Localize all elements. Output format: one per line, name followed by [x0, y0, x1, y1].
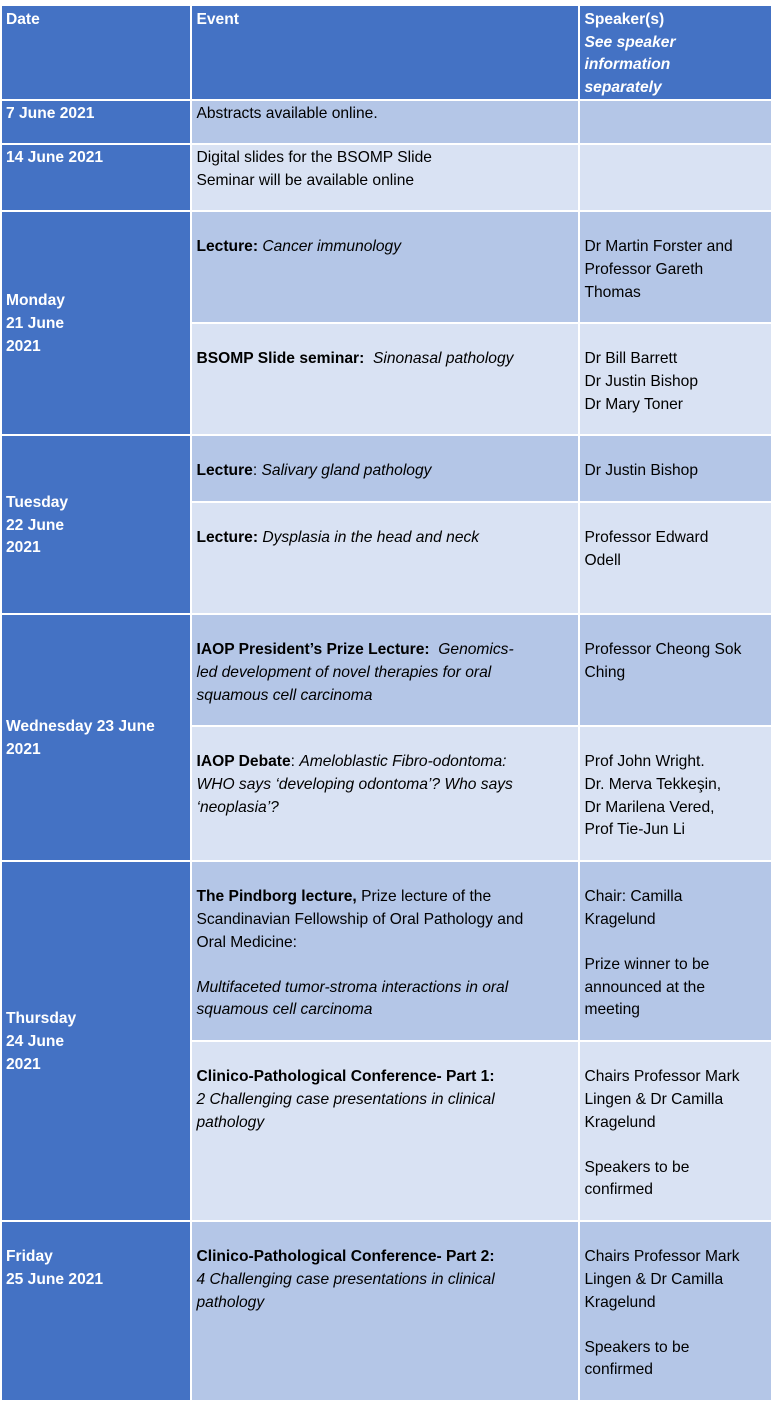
event-text: Scandinavian Fellowship of Oral Pathology and	[196, 910, 524, 928]
event-cell	[192, 101, 578, 143]
header-date-label: Date	[6, 11, 40, 28]
date-label: 21 June	[6, 315, 65, 333]
speaker-cell	[580, 615, 771, 725]
event-title: Sinonasal pathology	[373, 350, 514, 368]
date-label: 22 June	[6, 516, 65, 534]
event-type: Lecture	[196, 462, 253, 480]
header-speaker-note: See speaker	[584, 33, 676, 51]
speaker-text: Lingen & Dr Camilla	[584, 1270, 724, 1288]
event-type: Clinico-Pathological Conference- Part 1:	[196, 1068, 495, 1086]
event-type: Lecture:	[196, 238, 259, 256]
date-label: 24 June	[6, 1033, 65, 1051]
speaker-text: Ching	[584, 663, 626, 681]
event-cell	[192, 862, 578, 1040]
date-label: Thursday	[6, 1010, 77, 1028]
speaker-text: Kragelund	[584, 910, 656, 928]
date-label: 7 June 2021	[6, 105, 95, 123]
speaker-cell	[580, 862, 771, 1040]
event-type: BSOMP Slide seminar:	[196, 350, 365, 368]
speaker-cell	[580, 727, 771, 860]
event-type: The Pindborg lecture,	[196, 888, 357, 906]
event-cell	[192, 212, 578, 322]
date-label: Wednesday 23 June	[6, 718, 155, 736]
event-title: Genomics-	[438, 641, 514, 659]
event-cell	[192, 1042, 578, 1220]
speaker-cell	[580, 212, 771, 322]
speaker-text: Professor Gareth	[584, 260, 704, 278]
date-cell	[2, 615, 190, 860]
speaker-text: Prof John Wright.	[584, 753, 705, 771]
speaker-text: Dr Justin Bishop	[584, 462, 699, 480]
speaker-cell	[580, 324, 771, 434]
event-cell	[192, 436, 578, 501]
event-title: Dysplasia in the head and neck	[262, 529, 480, 547]
speaker-text: Prof Tie-Jun Li	[584, 821, 686, 839]
speaker-text: Odell	[584, 551, 621, 569]
programme-table	[0, 4, 773, 1402]
event-cell	[192, 145, 578, 210]
event-cell	[192, 615, 578, 725]
event-cell	[192, 503, 578, 613]
event-title: 2 Challenging case presentations in clinical	[196, 1090, 495, 1108]
event-text: Prize lecture of the	[361, 888, 492, 906]
speaker-cell	[580, 1042, 771, 1220]
speaker-text: Thomas	[584, 283, 641, 301]
speaker-text: Speakers to be	[584, 1338, 690, 1356]
event-cell	[192, 324, 578, 434]
event-title: ‘neoplasia’?	[196, 798, 279, 816]
header-speaker-note: information	[584, 56, 671, 74]
table-row	[2, 212, 771, 322]
table-row	[2, 101, 771, 143]
speaker-text: Dr Martin Forster and	[584, 238, 733, 256]
speaker-text: meeting	[584, 1001, 640, 1019]
speaker-text: Chairs Professor Mark	[584, 1248, 740, 1266]
speaker-text: Chairs Professor Mark	[584, 1068, 740, 1086]
event-separator: :	[290, 753, 295, 771]
speaker-text: Professor Cheong Sok	[584, 641, 742, 659]
speaker-text: confirmed	[584, 1361, 653, 1379]
header-event	[192, 6, 578, 99]
speaker-text: Dr. Merva Tekkeşin,	[584, 775, 722, 793]
event-cell	[192, 1222, 578, 1400]
event-text: Abstracts available online.	[196, 105, 378, 123]
event-title: pathology	[196, 1113, 265, 1131]
header-speaker	[580, 6, 771, 99]
event-title: Multifaceted tumor-stroma interactions in oral	[196, 978, 509, 996]
event-text: Digital slides for the BSOMP Slide	[196, 149, 432, 167]
date-label: 25 June 2021	[6, 1270, 104, 1288]
event-type: Clinico-Pathological Conference- Part 2:	[196, 1248, 495, 1266]
speaker-cell	[580, 145, 771, 210]
date-cell	[2, 1222, 190, 1400]
event-separator: :	[252, 462, 258, 480]
event-title: WHO says ‘developing odontoma’? Who says	[196, 775, 513, 793]
event-type: IAOP Debate	[196, 753, 291, 771]
table-row	[2, 615, 771, 725]
date-cell	[2, 212, 190, 434]
event-title: Cancer immunology	[262, 238, 402, 256]
speaker-text: Prize winner to be	[584, 956, 710, 974]
date-label: 2021	[6, 1055, 41, 1073]
date-cell	[2, 436, 190, 613]
header-speaker-label: Speaker(s)	[584, 11, 665, 28]
event-type: IAOP President’s Prize Lecture:	[196, 641, 430, 659]
date-label: Friday	[6, 1248, 53, 1266]
event-title: Salivary gland pathology	[261, 462, 432, 480]
speaker-text: announced at the	[584, 978, 706, 996]
speaker-text: Kragelund	[584, 1293, 656, 1311]
date-cell	[2, 145, 190, 210]
date-cell	[2, 862, 190, 1220]
event-title: squamous cell carcinoma	[196, 686, 373, 704]
table-row	[2, 436, 771, 501]
header-date	[2, 6, 190, 99]
event-title: 4 Challenging case presentations in clinical	[196, 1270, 495, 1288]
date-cell	[2, 101, 190, 143]
event-text: Oral Medicine:	[196, 933, 298, 951]
speaker-text: Chair: Camilla	[584, 888, 683, 906]
header-row	[2, 6, 771, 99]
speaker-cell	[580, 1222, 771, 1400]
speaker-text: Lingen & Dr Camilla	[584, 1090, 724, 1108]
speaker-cell	[580, 101, 771, 143]
table-row	[2, 862, 771, 1040]
event-title: squamous cell carcinoma	[196, 1001, 373, 1019]
speaker-text: confirmed	[584, 1181, 653, 1199]
date-label: Monday	[6, 292, 65, 310]
date-label: Tuesday	[6, 493, 69, 511]
event-title: pathology	[196, 1293, 265, 1311]
speaker-text: Dr Bill Barrett	[584, 350, 678, 368]
date-label: 2021	[6, 337, 41, 355]
speaker-cell	[580, 436, 771, 501]
date-label: 2021	[6, 539, 41, 557]
header-event-label: Event	[196, 11, 239, 28]
speaker-cell	[580, 503, 771, 613]
event-text: Seminar will be available online	[196, 171, 415, 189]
event-title: Ameloblastic Fibro-odontoma:	[299, 753, 507, 771]
speaker-text: Speakers to be	[584, 1158, 690, 1176]
speaker-text: Dr Justin Bishop	[584, 372, 699, 390]
speaker-text: Dr Mary Toner	[584, 395, 683, 413]
header-speaker-note: separately	[584, 78, 662, 96]
table-row	[2, 145, 771, 210]
speaker-text: Professor Edward	[584, 529, 709, 547]
table-row	[2, 1222, 771, 1400]
date-label: 2021	[6, 740, 41, 758]
event-title: led development of novel therapies for oral	[196, 663, 492, 681]
event-type: Lecture:	[196, 529, 259, 547]
speaker-text: Dr Marilena Vered,	[584, 798, 715, 816]
date-label: 14 June 2021	[6, 149, 104, 167]
speaker-text: Kragelund	[584, 1113, 656, 1131]
event-cell	[192, 727, 578, 860]
